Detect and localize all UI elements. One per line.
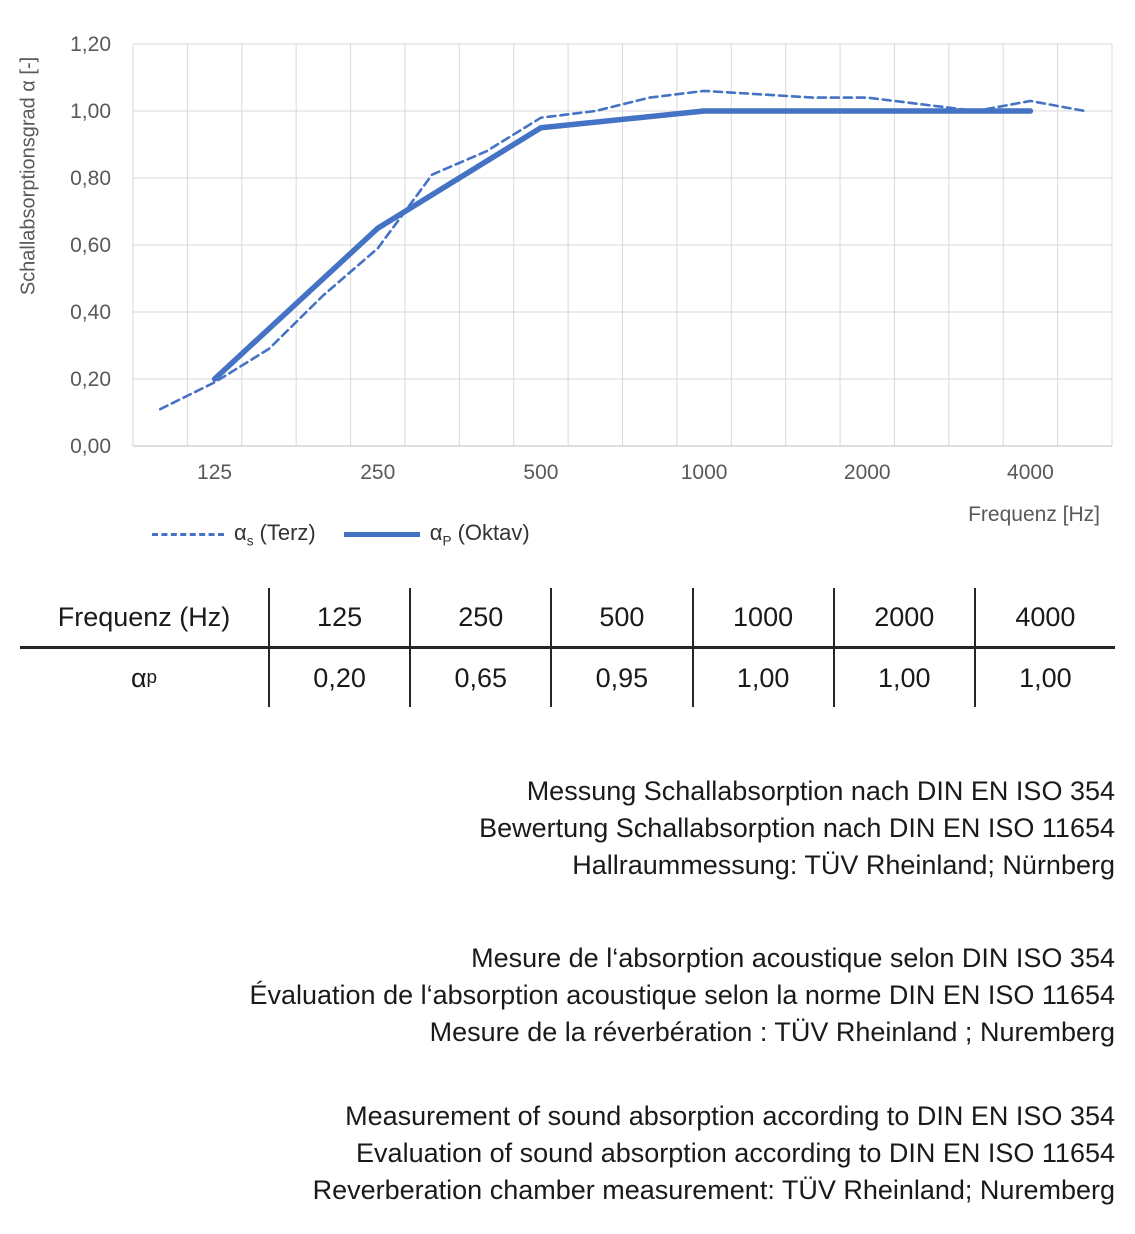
alpha-symbol: α bbox=[130, 662, 147, 693]
table-value-cell: 0,95 bbox=[550, 649, 691, 707]
table-value-cell: 1,00 bbox=[974, 649, 1115, 707]
table-row-label bbox=[20, 649, 268, 707]
table-header-cell: 125 bbox=[268, 588, 409, 649]
legend-text: (Oktav) bbox=[457, 520, 530, 545]
note-line: Reverberation chamber measurement: TÜV Rheinland; Nuremberg bbox=[312, 1175, 1115, 1205]
legend-symbol: α bbox=[234, 520, 247, 545]
y-tick-label: 0,40 bbox=[70, 301, 111, 324]
y-tick-label: 0,60 bbox=[70, 234, 111, 257]
notes-english bbox=[20, 1098, 1115, 1209]
x-tick-label: 125 bbox=[197, 461, 233, 484]
y-tick-label: 0,80 bbox=[70, 167, 111, 190]
legend-label-oktav bbox=[430, 520, 530, 548]
x-tick-label: 1000 bbox=[680, 461, 728, 484]
chart-legend bbox=[152, 520, 530, 548]
legend-item-oktav bbox=[344, 520, 530, 548]
table-value-cell: 0,65 bbox=[409, 649, 550, 707]
y-tick-label: 0,20 bbox=[70, 368, 111, 391]
legend-item-terz bbox=[152, 520, 316, 548]
y-tick-label: 1,20 bbox=[70, 33, 111, 56]
y-tick-label: 0,00 bbox=[70, 435, 111, 458]
note-line: Mesure de l‘absorption acoustique selon DIN ISO 354 bbox=[471, 943, 1115, 973]
dashed-line-sample bbox=[152, 533, 224, 536]
note-line: Mesure de la réverbération : TÜV Rheinland ; Nuremberg bbox=[429, 1017, 1115, 1047]
x-tick-label: 2000 bbox=[843, 461, 891, 484]
note-line: Hallraummessung: TÜV Rheinland; Nürnberg bbox=[572, 850, 1115, 880]
legend-subscript: s bbox=[246, 533, 254, 549]
x-axis-title: Frequenz [Hz] bbox=[968, 503, 1100, 526]
legend-symbol: α bbox=[429, 520, 443, 545]
y-axis-title: Schallabsorptionsgrad α [-] bbox=[17, 56, 40, 296]
table-header-cell: 2000 bbox=[833, 588, 974, 649]
note-line: Evaluation of sound absorption according to DIN EN ISO 11654 bbox=[356, 1138, 1115, 1168]
note-line: Évaluation de l‘absorption acoustique selon la norme DIN EN ISO 11654 bbox=[249, 980, 1115, 1010]
note-line: Messung Schallabsorption nach DIN EN ISO 354 bbox=[526, 776, 1115, 806]
notes-french bbox=[20, 940, 1115, 1051]
absorption-table bbox=[20, 588, 1115, 707]
legend-subscript: P bbox=[442, 533, 452, 549]
x-tick-label: 4000 bbox=[1007, 461, 1054, 484]
legend-text: (Terz) bbox=[259, 520, 316, 545]
table-header-cell: 500 bbox=[550, 588, 691, 649]
legend-label-terz bbox=[234, 520, 316, 548]
x-tick-label: 500 bbox=[523, 461, 559, 484]
absorption-chart-plot bbox=[0, 0, 1135, 500]
x-tick-label: 250 bbox=[360, 461, 396, 484]
solid-line-sample bbox=[344, 532, 420, 537]
alpha-subscript: p bbox=[146, 667, 158, 688]
table-header-cell: 250 bbox=[409, 588, 550, 649]
table-value-cell: 0,20 bbox=[268, 649, 409, 707]
table-value-cell: 1,00 bbox=[692, 649, 833, 707]
table-header-cell: 4000 bbox=[974, 588, 1115, 649]
table-value-cell: 1,00 bbox=[833, 649, 974, 707]
table-header-cell: 1000 bbox=[692, 588, 833, 649]
table-header-cell: Frequenz (Hz) bbox=[20, 588, 268, 649]
note-line: Measurement of sound absorption according to DIN EN ISO 354 bbox=[345, 1101, 1115, 1131]
notes-german bbox=[20, 773, 1115, 884]
note-line: Bewertung Schallabsorption nach DIN EN ISO 11654 bbox=[479, 813, 1115, 843]
y-tick-label: 1,00 bbox=[70, 100, 111, 123]
